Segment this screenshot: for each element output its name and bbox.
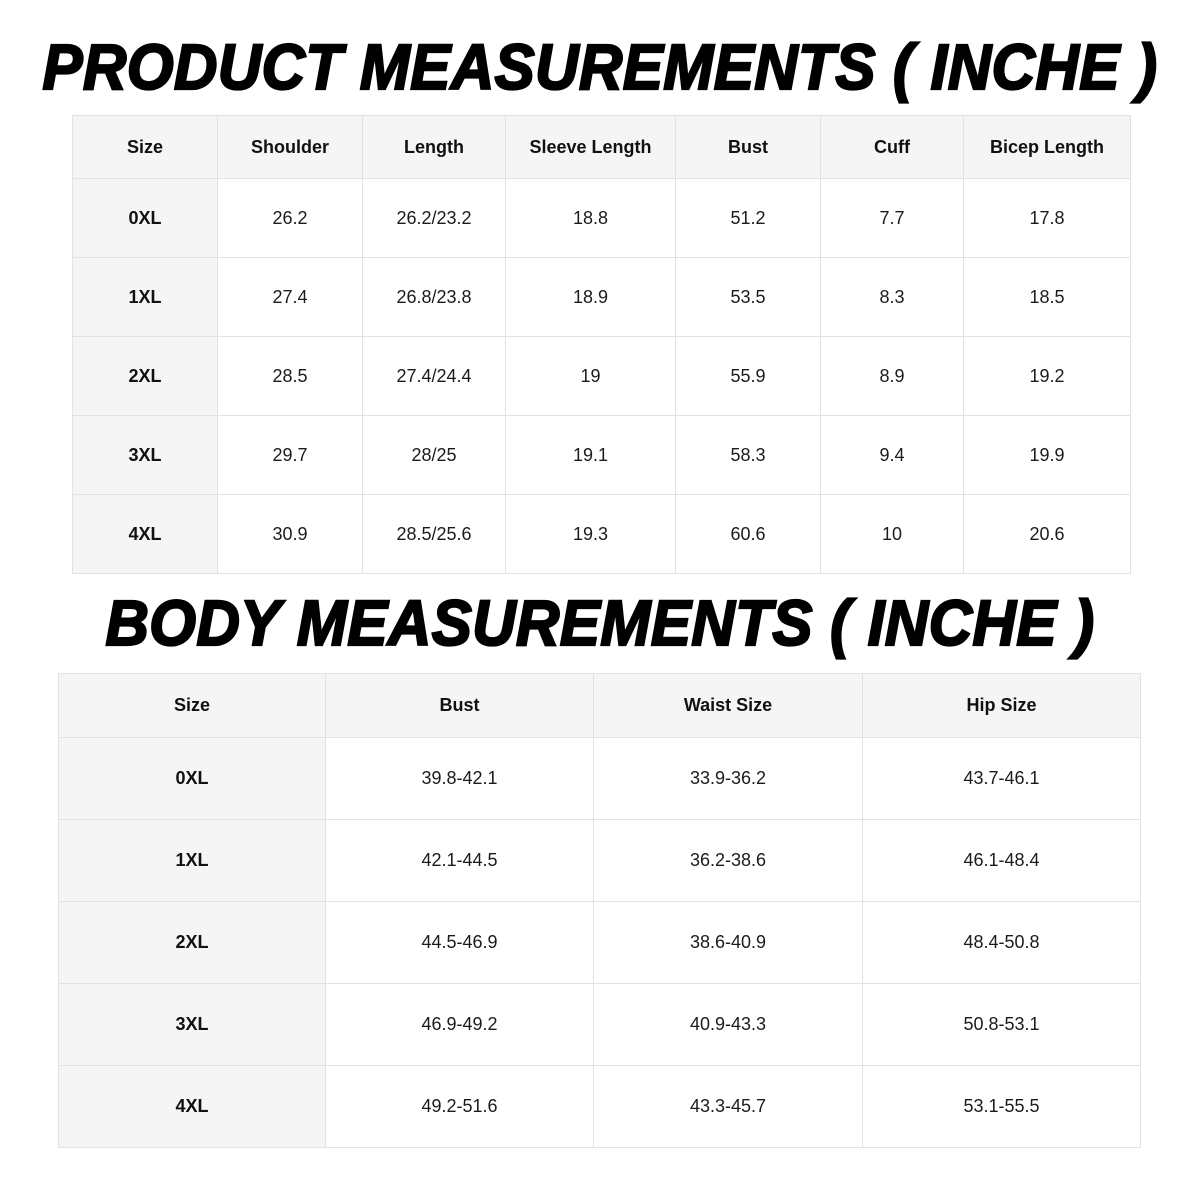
table-cell: 39.8-42.1	[326, 738, 594, 820]
table-cell: 58.3	[676, 416, 821, 495]
table-cell: 28.5/25.6	[363, 495, 506, 574]
size-cell: 4XL	[73, 495, 218, 574]
table-cell: 38.6-40.9	[594, 902, 863, 984]
size-cell: 0XL	[73, 179, 218, 258]
table-cell: 49.2-51.6	[326, 1066, 594, 1148]
table-cell: 18.5	[964, 258, 1131, 337]
size-cell: 2XL	[73, 337, 218, 416]
table-cell: 40.9-43.3	[594, 984, 863, 1066]
body-row-1xl	[59, 820, 1141, 902]
column-header-bust: Bust	[326, 674, 594, 738]
size-cell: 3XL	[59, 984, 326, 1066]
body-row-4xl	[59, 1066, 1141, 1148]
table-cell: 19	[506, 337, 676, 416]
table-cell: 29.7	[218, 416, 363, 495]
table-cell: 42.1-44.5	[326, 820, 594, 902]
table-cell: 27.4	[218, 258, 363, 337]
table-cell: 30.9	[218, 495, 363, 574]
table-cell: 19.3	[506, 495, 676, 574]
table-cell: 50.8-53.1	[863, 984, 1141, 1066]
table-cell: 28/25	[363, 416, 506, 495]
table-cell: 46.9-49.2	[326, 984, 594, 1066]
column-header-bicep-length: Bicep Length	[964, 116, 1131, 179]
table-cell: 19.9	[964, 416, 1131, 495]
column-header-sleeve-length: Sleeve Length	[506, 116, 676, 179]
body-measurements-title: BODY MEASUREMENTS ( INCHE )	[105, 587, 1095, 659]
column-header-cuff: Cuff	[821, 116, 964, 179]
body-measurements-table	[58, 673, 1141, 1148]
table-cell: 26.2/23.2	[363, 179, 506, 258]
product-measurements-title: PRODUCT MEASUREMENTS ( INCHE )	[42, 31, 1158, 103]
table-cell: 43.7-46.1	[863, 738, 1141, 820]
table-cell: 10	[821, 495, 964, 574]
product-row-3xl	[73, 416, 1131, 495]
column-header-waist-size: Waist Size	[594, 674, 863, 738]
table-cell: 8.9	[821, 337, 964, 416]
body-row-3xl	[59, 984, 1141, 1066]
product-measurements-table	[72, 115, 1131, 574]
size-cell: 1XL	[73, 258, 218, 337]
table-cell: 36.2-38.6	[594, 820, 863, 902]
product-row-1xl	[73, 258, 1131, 337]
body-row-2xl	[59, 902, 1141, 984]
product-header-row	[73, 116, 1131, 179]
table-cell: 18.8	[506, 179, 676, 258]
size-cell: 2XL	[59, 902, 326, 984]
table-cell: 28.5	[218, 337, 363, 416]
table-cell: 19.1	[506, 416, 676, 495]
product-row-2xl	[73, 337, 1131, 416]
column-header-shoulder: Shoulder	[218, 116, 363, 179]
size-cell: 0XL	[59, 738, 326, 820]
table-cell: 26.8/23.8	[363, 258, 506, 337]
table-cell: 53.1-55.5	[863, 1066, 1141, 1148]
size-cell: 1XL	[59, 820, 326, 902]
column-header-hip-size: Hip Size	[863, 674, 1141, 738]
table-cell: 17.8	[964, 179, 1131, 258]
table-cell: 46.1-48.4	[863, 820, 1141, 902]
product-row-0xl	[73, 179, 1131, 258]
body-row-0xl	[59, 738, 1141, 820]
table-cell: 53.5	[676, 258, 821, 337]
table-cell: 18.9	[506, 258, 676, 337]
column-header-size: Size	[59, 674, 326, 738]
table-cell: 9.4	[821, 416, 964, 495]
table-cell: 20.6	[964, 495, 1131, 574]
table-cell: 43.3-45.7	[594, 1066, 863, 1148]
size-cell: 4XL	[59, 1066, 326, 1148]
table-cell: 7.7	[821, 179, 964, 258]
table-cell: 19.2	[964, 337, 1131, 416]
column-header-size: Size	[73, 116, 218, 179]
column-header-length: Length	[363, 116, 506, 179]
body-header-row	[59, 674, 1141, 738]
product-row-4xl	[73, 495, 1131, 574]
table-cell: 51.2	[676, 179, 821, 258]
size-cell: 3XL	[73, 416, 218, 495]
table-cell: 48.4-50.8	[863, 902, 1141, 984]
table-cell: 33.9-36.2	[594, 738, 863, 820]
table-cell: 60.6	[676, 495, 821, 574]
table-cell: 26.2	[218, 179, 363, 258]
table-cell: 27.4/24.4	[363, 337, 506, 416]
table-cell: 44.5-46.9	[326, 902, 594, 984]
column-header-bust: Bust	[676, 116, 821, 179]
table-cell: 8.3	[821, 258, 964, 337]
table-cell: 55.9	[676, 337, 821, 416]
